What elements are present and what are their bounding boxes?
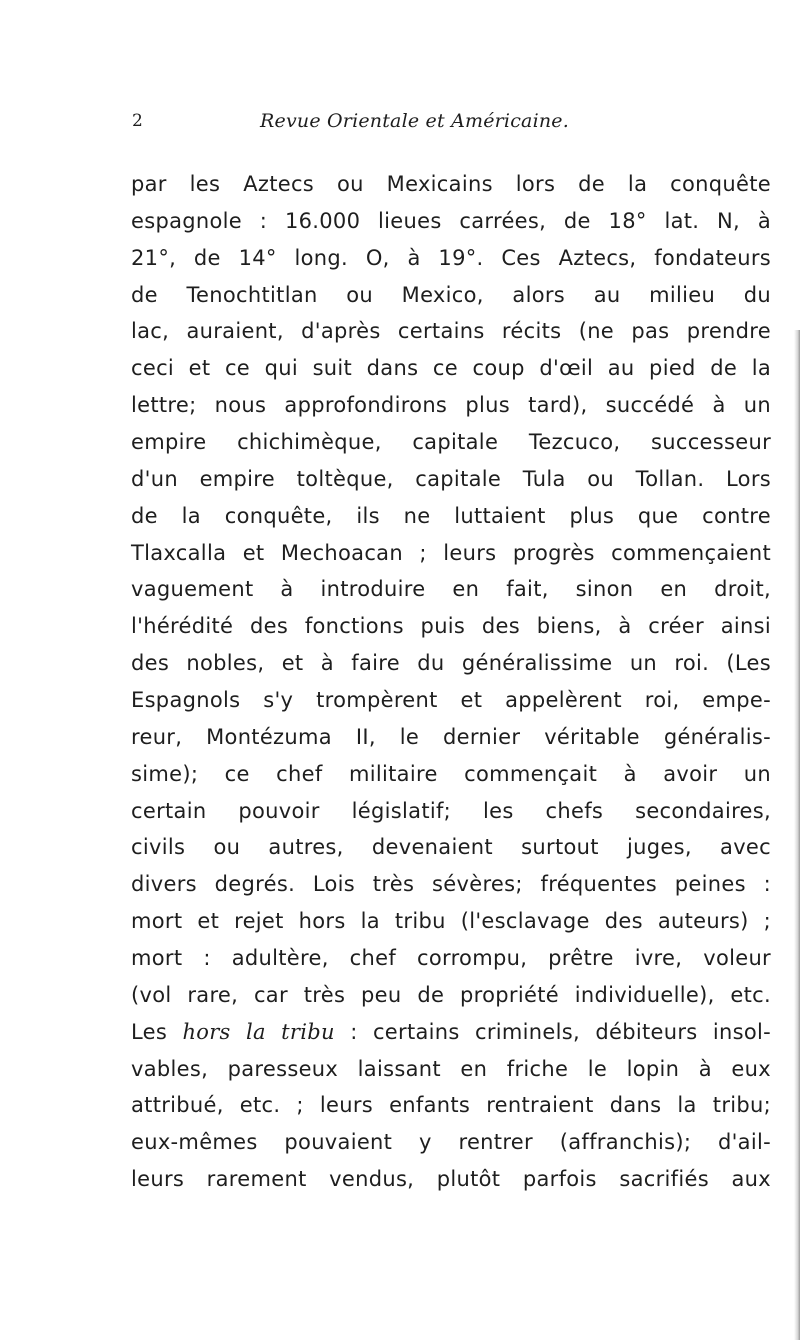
- text-line: vaguement à introduire en fait, sinon en droit,: [131, 577, 771, 602]
- text-line: 21°, de 14° long. O, à 19°. Ces Aztecs, fondateurs: [131, 245, 771, 270]
- body-text: [131, 166, 771, 1198]
- page-edge-shadow: [794, 330, 800, 1340]
- text-line: empire chichimèque, capitale Tezcuco, successeur: [131, 430, 771, 455]
- text-line: (vol rare, car très peu de propriété individuelle), etc.: [131, 982, 771, 1007]
- text-line: des nobles, et à faire du généralissime un roi. (Les: [131, 651, 771, 676]
- text-line: certain pouvoir législatif; les chefs secondaires,: [131, 798, 771, 823]
- text-line: Espagnols s'y trompèrent et appelèrent roi, empe-: [131, 688, 771, 713]
- text-line: mort : adultère, chef corrompu, prêtre ivre, voleur: [131, 946, 771, 971]
- text-line: civils ou autres, devenaient surtout juges, avec: [131, 835, 771, 860]
- text-line: reur, Montézuma II, le dernier véritable généralis-: [131, 724, 771, 749]
- text-fragment: :: [334, 1019, 373, 1044]
- text-line: d'un empire toltèque, capitale Tula ou Tollan. Lors: [131, 466, 771, 491]
- text-line: vables, paresseux laissant en friche le lopin à eux: [131, 1056, 771, 1081]
- text-fragment: Les: [131, 1019, 168, 1044]
- text-line: lettre; nous approfondirons plus tard), succédé à un: [131, 393, 771, 418]
- text-line: leurs rarement vendus, plutôt parfois sacrifiés aux: [131, 1167, 771, 1192]
- text-line: de Tenochtitlan ou Mexico, alors au milieu du: [131, 282, 771, 307]
- text-line: eux-mêmes pouvaient y rentrer (affranchis); d'ail-: [131, 1130, 771, 1155]
- text-line: divers degrés. Lois très sévères; fréquentes peines :: [131, 872, 771, 897]
- text-fragment: certains criminels, débiteurs insol-: [372, 1019, 771, 1044]
- text-line: Tlaxcalla et Mechoacan ; leurs progrès commençaient: [131, 540, 771, 565]
- text-line: espagnole : 16.000 lieues carrées, de 18° lat. N, à: [131, 208, 771, 233]
- text-line: de la conquête, ils ne luttaient plus que contre: [131, 503, 771, 528]
- text-line: mort et rejet hors la tribu (l'esclavage des auteurs) ;: [131, 909, 771, 934]
- italic-term: hors la tribu: [182, 1019, 335, 1044]
- page-number: 2: [132, 111, 143, 131]
- text-line: ceci et ce qui suit dans ce coup d'œil au pied de la: [131, 356, 771, 381]
- journal-title: Revue Orientale et Américaine.: [260, 110, 569, 132]
- text-line: l'hérédité des fonctions puis des biens, à créer ainsi: [131, 614, 771, 639]
- text-line: attribué, etc. ; leurs enfants rentraient dans la tribu;: [131, 1093, 771, 1118]
- text-line: sime); ce chef militaire commençait à avoir un: [131, 761, 771, 786]
- running-head: [132, 106, 732, 136]
- text-line: lac, auraient, d'après certains récits (ne pas prendre: [131, 319, 771, 344]
- text-line-mixed: [131, 1014, 771, 1051]
- text-line: par les Aztecs ou Mexicains lors de la conquête: [131, 172, 771, 196]
